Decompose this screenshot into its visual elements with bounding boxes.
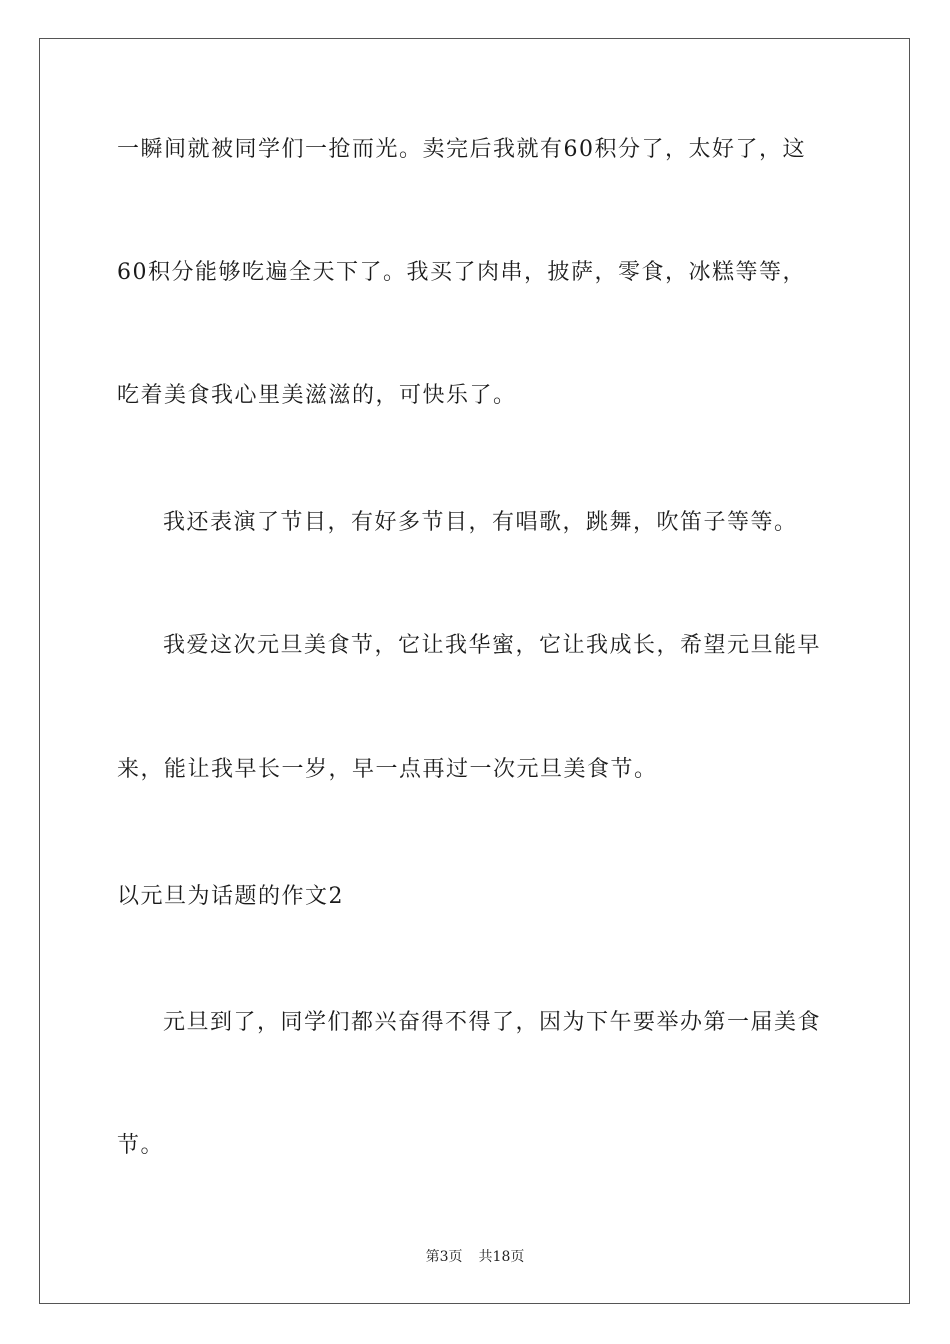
page-number-current: 第3页 (425, 1249, 463, 1265)
paragraph-line-2: 60积分能够吃遍全天下了。我买了肉串，披萨，零食，冰糕等等， (117, 260, 806, 285)
paragraph-line-7: 元旦到了，同学们都兴奋得不得了，因为下午要举办第一届美食 (163, 1010, 822, 1035)
section-heading: 以元旦为话题的作文2 (117, 884, 344, 909)
page-footer (0, 1247, 950, 1267)
paragraph-line-1: 一瞬间就被同学们一抢而光。卖完后我就有60积分了，太好了，这 (117, 137, 806, 162)
page-border (39, 38, 910, 1304)
paragraph-line-6: 来，能让我早长一岁，早一点再过一次元旦美食节。 (117, 757, 658, 782)
paragraph-line-8: 节。 (117, 1133, 165, 1158)
paragraph-line-4: 我还表演了节目，有好多节目，有唱歌，跳舞，吹笛子等等。 (163, 510, 798, 535)
page-number-total: 共18页 (478, 1249, 525, 1265)
paragraph-line-5: 我爱这次元旦美食节，它让我华蜜，它让我成长，希望元旦能早 (163, 633, 822, 658)
paragraph-line-3: 吃着美食我心里美滋滋的，可快乐了。 (117, 383, 517, 408)
